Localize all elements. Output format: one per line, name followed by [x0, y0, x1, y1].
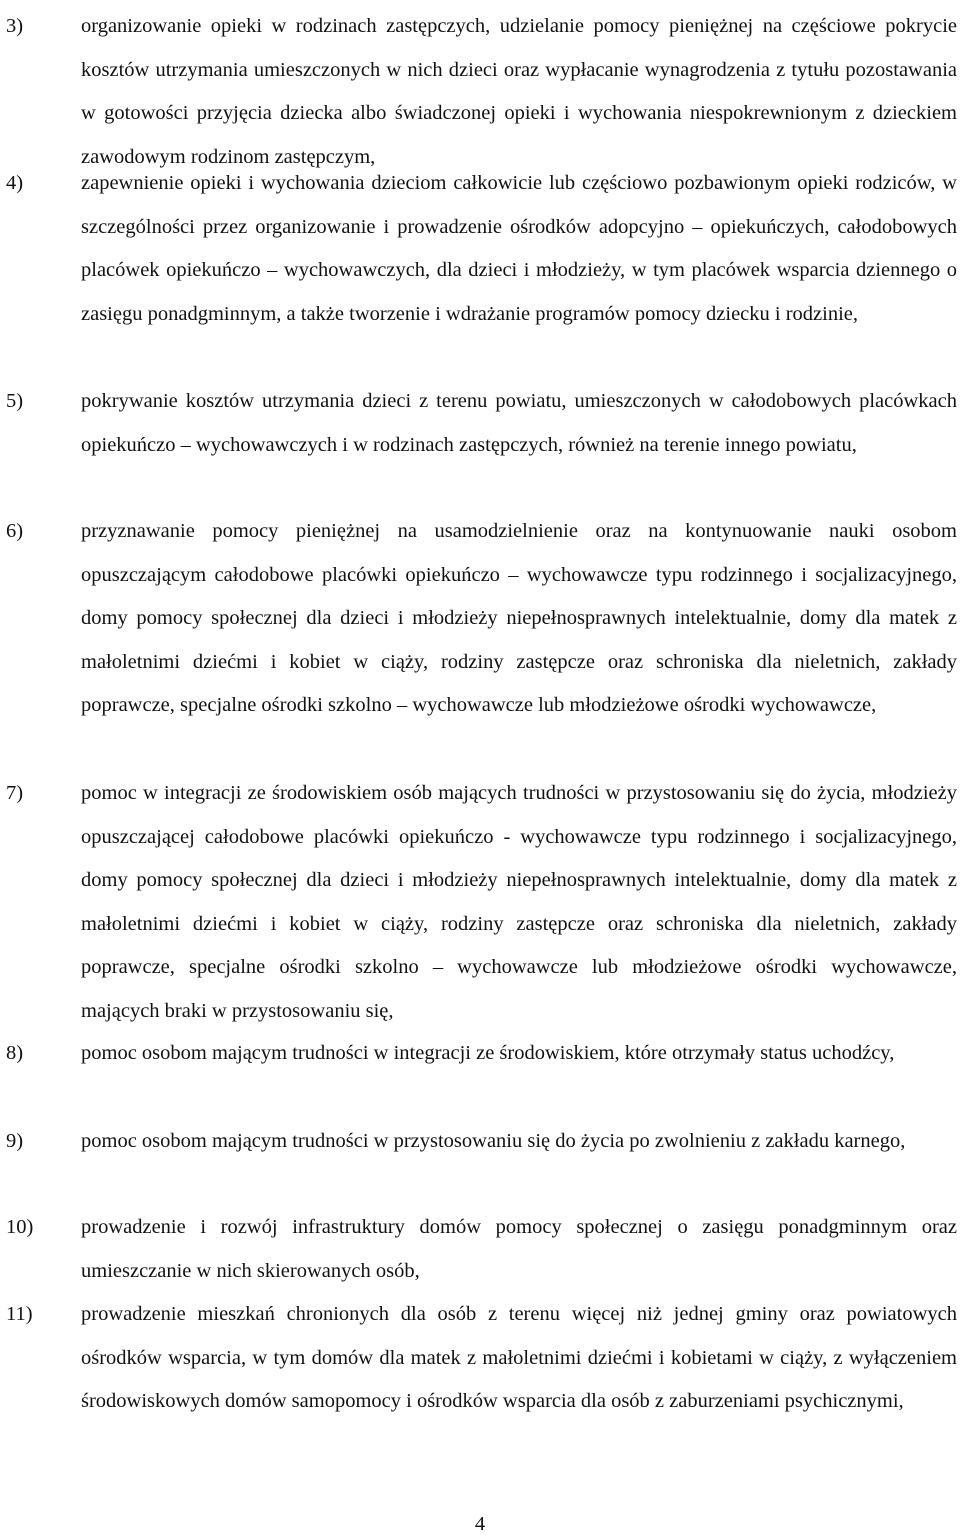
list-item-number: 11) [6, 1303, 33, 1325]
list-item-text: organizowanie opieki w rodzinach zastępczych, udzielanie pomocy pieniężnej na częściowe pokrycie kosztów utrzymania umieszczonych w nich dzieci oraz wypłacanie wynagrodzenia z tytułu pozostawania w gotowości przyjęcia dziecka albo świadczonej opieki i wychowania niespokrewnionym z dzieckiem zawodowym rodzinom zastępczym, [81, 15, 957, 168]
list-item-text: pomoc w integracji ze środowiskiem osób mających trudności w przystosowaniu się do życia, młodzieży opuszczającej całodobowe placówki opiekuńczo - wychowawcze typu rodzinnego i socjalizacyjnego, domy pomocy społecznej dla dzieci i młodzieży niepełnosprawnych intelektualnie, domy dla matek z małoletnimi dziećmi i kobiet w ciąży, rodziny zastępcze oraz schroniska dla nieletnich, zakłady poprawcze, specjalne ośrodki szkolno – wychowawcze lub młodzieżowe ośrodki wychowawcze, mających braki w przystosowaniu się, [81, 782, 957, 1022]
list-item-text: prowadzenie i rozwój infrastruktury domów pomocy społecznej o zasięgu ponadgminnym oraz umieszczanie w nich skierowanych osób, [81, 1216, 957, 1282]
list-item-number: 9) [6, 1130, 24, 1152]
list-item-text: pokrywanie kosztów utrzymania dzieci z terenu powiatu, umieszczonych w całodobowych placówkach opiekuńczo – wychowawczych i w rodzinach zastępczych, również na terenie innego powiatu, [81, 390, 957, 456]
list-item-number: 5) [6, 390, 24, 412]
list-item-number: 6) [6, 520, 24, 542]
list-item-number: 10) [6, 1216, 34, 1238]
list-item-text: prowadzenie mieszkań chronionych dla osób z terenu więcej niż jednej gminy oraz powiatowych ośrodków wsparcia, w tym domów dla matek z małoletnimi dziećmi i kobietami w ciąży, z wyłączeniem środowiskowych domów samopomocy i ośrodków wsparcia dla osób z zaburzeniami psychicznymi, [81, 1303, 957, 1412]
list-item-number: 3) [6, 15, 24, 37]
list-item-text: przyznawanie pomocy pieniężnej na usamodzielnienie oraz na kontynuowanie nauki osobom opuszczającym całodobowe placówki opiekuńczo – wychowawcze typu rodzinnego i socjalizacyjnego, domy pomocy społecznej dla dzieci i młodzieży niepełnosprawnych intelektualnie, domy dla matek z małoletnimi dziećmi i kobiet w ciąży, rodziny zastępcze oraz schroniska dla nieletnich, zakłady poprawcze, specjalne ośrodki szkolno – wychowawcze lub młodzieżowe ośrodki wychowawcze, [81, 520, 957, 716]
list-item-number: 4) [6, 172, 24, 194]
list-item-text: pomoc osobom mającym trudności w przystosowaniu się do życia po zwolnieniu z zakładu karnego, [81, 1130, 906, 1152]
list-item-text: pomoc osobom mającym trudności w integracji ze środowiskiem, które otrzymały status uchodźcy, [81, 1042, 895, 1064]
list-item-text: zapewnienie opieki i wychowania dzieciom całkowicie lub częściowo pozbawionym opieki rodziców, w szczególności przez organizowanie i prowadzenie ośrodków adopcyjno – opiekuńczych, całodobowych placówek opiekuńczo – wychowawczych, dla dzieci i młodzieży, w tym placówek wsparcia dziennego o zasięgu ponadgminnym, a także tworzenie i wdrażanie programów pomocy dziecku i rodzinie, [81, 172, 957, 325]
list-item-number: 7) [6, 782, 24, 804]
page-number: 4 [474, 1513, 486, 1535]
list-item-number: 8) [6, 1042, 24, 1064]
